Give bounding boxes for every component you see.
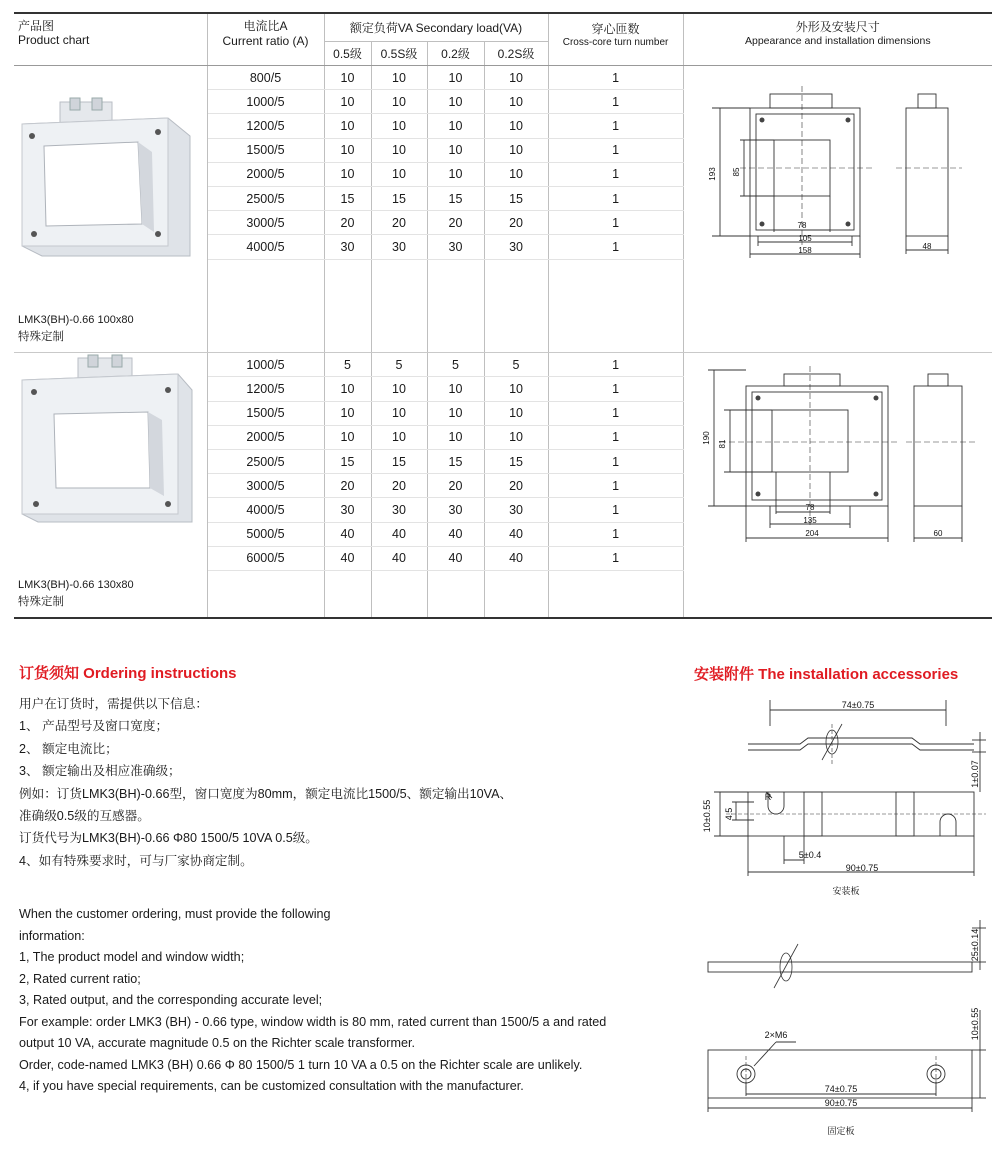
dim-a: 78 xyxy=(797,221,807,230)
ratio-cell: 1500/5 xyxy=(207,138,324,162)
load-cell: 10 xyxy=(484,138,548,162)
load-cell: 10 xyxy=(427,401,484,425)
load-cell: 10 xyxy=(371,138,427,162)
grade-header: 0.5S级 xyxy=(371,42,427,66)
load-cell: 5 xyxy=(324,353,371,377)
ct-product-image-1 xyxy=(18,96,198,264)
ratio-cell: 2000/5 xyxy=(207,162,324,186)
plate1-thickness: 1±0.07 xyxy=(970,760,980,788)
ratio-cell: 3000/5 xyxy=(207,474,324,498)
load-cell: 5 xyxy=(371,353,427,377)
empty-cell xyxy=(427,259,484,283)
empty-cell xyxy=(207,570,324,594)
ordering-line: Order, code-named LMK3 (BH) 0.66 Φ 80 1500/5 1 turn 10 VA a 0.5 on the Richter scale are unlikely. xyxy=(19,1057,583,1072)
grade-header: 0.2级 xyxy=(427,42,484,66)
header-dims-cn: 外形及安装尺寸 xyxy=(795,20,880,34)
turns-cell: 1 xyxy=(548,114,683,138)
load-cell: 30 xyxy=(427,498,484,522)
ratio-cell: 1500/5 xyxy=(207,401,324,425)
empty-cell xyxy=(548,594,683,618)
empty-cell xyxy=(371,283,427,306)
turns-cell: 1 xyxy=(548,546,683,570)
ordering-line: 订货代号为LMK3(BH)-0.66 Φ80 1500/5 10VA 0.5级。 xyxy=(19,831,318,846)
plate1-slot: 4.5 xyxy=(724,807,734,821)
header-turns-cn: 穿心匝数 xyxy=(591,22,640,36)
turns-cell: 1 xyxy=(548,401,683,425)
ordering-line: 1、 产品型号及窗口宽度； xyxy=(19,719,169,734)
ratio-cell: 2500/5 xyxy=(207,450,324,474)
table-header-row xyxy=(14,13,992,42)
turns-cell: 1 xyxy=(548,522,683,546)
dim-b: 135 xyxy=(803,516,817,525)
load-cell: 10 xyxy=(427,90,484,114)
empty-cell xyxy=(207,259,324,283)
ordering-line: 3, Rated output, and the corresponding accurate level; xyxy=(19,993,323,1007)
load-cell: 30 xyxy=(484,235,548,259)
plate2-height: 25±0.14 xyxy=(970,928,980,962)
header-product-en: Product chart xyxy=(18,33,90,47)
ratio-cell: 2000/5 xyxy=(207,425,324,449)
empty-cell xyxy=(371,306,427,329)
empty-cell xyxy=(324,259,371,283)
turns-cell: 1 xyxy=(548,474,683,498)
empty-cell xyxy=(427,594,484,618)
ratio-cell: 1200/5 xyxy=(207,377,324,401)
empty-cell xyxy=(324,329,371,353)
empty-cell xyxy=(207,306,324,329)
load-cell: 30 xyxy=(371,235,427,259)
load-cell: 10 xyxy=(484,90,548,114)
ratio-cell: 4000/5 xyxy=(207,498,324,522)
ratio-cell: 4000/5 xyxy=(207,235,324,259)
ordering-cn xyxy=(19,693,679,872)
product-custom: 特殊定制 xyxy=(18,596,64,609)
load-cell: 40 xyxy=(324,546,371,570)
load-cell: 10 xyxy=(427,162,484,186)
load-cell: 10 xyxy=(427,425,484,449)
turns-cell: 1 xyxy=(548,377,683,401)
header-load: 额定负荷VA Secondary load(VA) xyxy=(324,13,548,42)
load-cell: 30 xyxy=(484,498,548,522)
empty-cell xyxy=(427,329,484,353)
ratio-cell: 3000/5 xyxy=(207,211,324,235)
header-ratio-en: Current ratio (A) xyxy=(222,34,309,48)
grade-header: 0.2S级 xyxy=(484,42,548,66)
turns-cell: 1 xyxy=(548,66,683,90)
load-cell: 10 xyxy=(371,162,427,186)
ratio-cell: 5000/5 xyxy=(207,522,324,546)
load-cell: 15 xyxy=(324,186,371,210)
ct-product-image-2 xyxy=(18,354,198,530)
load-cell: 10 xyxy=(371,377,427,401)
product-model: LMK3(BH)-0.66 100x80 xyxy=(18,314,134,327)
load-cell: 10 xyxy=(324,114,371,138)
empty-cell xyxy=(548,570,683,594)
ordering-line: 3、 额定输出及相应准确级； xyxy=(19,764,181,779)
turns-cell: 1 xyxy=(548,90,683,114)
empty-cell xyxy=(324,570,371,594)
dim-window: 81 xyxy=(718,439,727,449)
load-cell: 10 xyxy=(484,162,548,186)
header-turns-en: Cross-core turn number xyxy=(562,37,669,48)
plate2-total: 90±0.75 xyxy=(824,1098,858,1108)
load-cell: 30 xyxy=(324,235,371,259)
plate1-height: 10±0.55 xyxy=(702,799,712,833)
empty-cell xyxy=(548,259,683,283)
accessory-drawing-mounting-plate xyxy=(696,696,996,900)
ratio-cell: 2500/5 xyxy=(207,186,324,210)
empty-cell xyxy=(207,329,324,353)
load-cell: 20 xyxy=(484,474,548,498)
dim-height: 193 xyxy=(708,167,717,181)
ordering-line: 2, Rated current ratio; xyxy=(19,971,141,986)
plate1-offset: 5±0.4 xyxy=(798,850,822,860)
load-cell: 10 xyxy=(324,425,371,449)
dim-window: 85 xyxy=(732,167,741,177)
ordering-title: 订货须知 Ordering instructions xyxy=(19,665,237,682)
plate1-radius: R xyxy=(764,792,772,802)
dim-c: 158 xyxy=(798,246,812,255)
plate2-name: 固定板 xyxy=(827,1126,855,1136)
empty-cell xyxy=(484,306,548,329)
load-cell: 15 xyxy=(427,186,484,210)
dim-c: 204 xyxy=(805,529,819,538)
ratio-cell: 1000/5 xyxy=(207,90,324,114)
load-cell: 10 xyxy=(371,114,427,138)
empty-cell xyxy=(484,259,548,283)
load-cell: 20 xyxy=(427,474,484,498)
empty-cell xyxy=(484,329,548,353)
ordering-line: 4, if you have special requirements, can be customized consultation with the manufacturer. xyxy=(19,1079,524,1093)
header-ratio-cn: 电流比A xyxy=(243,19,288,33)
ordering-line: For example: order LMK3 (BH) - 0.66 type, window width is 80 mm, rated current than 1500/5 a and rated xyxy=(19,1014,607,1029)
plate2-h: 10±0.55 xyxy=(970,1007,980,1041)
empty-cell xyxy=(548,283,683,306)
turns-cell: 1 xyxy=(548,235,683,259)
load-cell: 10 xyxy=(484,66,548,90)
dim-b: 105 xyxy=(798,234,812,243)
load-cell: 40 xyxy=(427,546,484,570)
ratio-cell: 1000/5 xyxy=(207,353,324,377)
load-cell: 10 xyxy=(484,114,548,138)
ordering-line: When the customer ordering, must provide the following xyxy=(19,907,331,921)
load-cell: 10 xyxy=(324,66,371,90)
load-cell: 10 xyxy=(371,425,427,449)
load-cell: 40 xyxy=(324,522,371,546)
accessories-title: 安装附件 The installation accessories xyxy=(694,666,959,683)
empty-cell xyxy=(324,306,371,329)
empty-cell xyxy=(484,594,548,618)
load-cell: 30 xyxy=(324,498,371,522)
load-cell: 5 xyxy=(427,353,484,377)
load-cell: 40 xyxy=(427,522,484,546)
load-cell: 30 xyxy=(427,235,484,259)
load-cell: 10 xyxy=(371,401,427,425)
load-cell: 10 xyxy=(427,138,484,162)
turns-cell: 1 xyxy=(548,425,683,449)
load-cell: 15 xyxy=(371,186,427,210)
load-cell: 20 xyxy=(371,211,427,235)
grade-header: 0.5级 xyxy=(324,42,371,66)
turns-cell: 1 xyxy=(548,162,683,186)
empty-cell xyxy=(548,329,683,353)
load-cell: 20 xyxy=(324,474,371,498)
empty-cell xyxy=(324,594,371,618)
plate1-name: 安装板 xyxy=(832,886,860,896)
load-cell: 10 xyxy=(324,162,371,186)
load-cell: 20 xyxy=(484,211,548,235)
load-cell: 10 xyxy=(427,66,484,90)
load-cell: 20 xyxy=(371,474,427,498)
empty-cell xyxy=(484,283,548,306)
ordering-line: 例如：订货LMK3(BH)-0.66型，窗口宽度为80mm，额定电流比1500/5、额定输出10VA、 xyxy=(19,786,513,801)
ordering-line: 准确级0.5级的互感器。 xyxy=(19,809,150,824)
load-cell: 10 xyxy=(427,377,484,401)
ratio-cell: 800/5 xyxy=(207,66,324,90)
dimension-drawing-1 xyxy=(700,86,990,264)
dim-height: 190 xyxy=(702,431,711,445)
turns-cell: 1 xyxy=(548,186,683,210)
empty-cell xyxy=(371,259,427,283)
load-cell: 10 xyxy=(324,90,371,114)
load-cell: 10 xyxy=(427,114,484,138)
empty-cell xyxy=(548,306,683,329)
dim-depth: 60 xyxy=(933,529,943,538)
load-cell: 10 xyxy=(324,138,371,162)
empty-cell xyxy=(207,283,324,306)
load-cell: 20 xyxy=(324,211,371,235)
ordering-line: output 10 VA, accurate magnitude 0.5 on the Richter scale transformer. xyxy=(19,1036,415,1050)
load-cell: 10 xyxy=(371,66,427,90)
header-product-cn: 产品图 xyxy=(18,19,55,33)
product-model: LMK3(BH)-0.66 130x80 xyxy=(18,579,134,592)
load-cell: 10 xyxy=(484,425,548,449)
load-cell: 15 xyxy=(371,450,427,474)
load-cell: 15 xyxy=(427,450,484,474)
empty-cell xyxy=(484,570,548,594)
empty-cell xyxy=(371,329,427,353)
dim-depth: 48 xyxy=(922,242,932,251)
turns-cell: 1 xyxy=(548,450,683,474)
empty-cell xyxy=(207,594,324,618)
empty-cell xyxy=(371,594,427,618)
ordering-en xyxy=(19,904,699,1098)
load-cell: 20 xyxy=(427,211,484,235)
ratio-cell: 6000/5 xyxy=(207,546,324,570)
ordering-line: 2、 额定电流比； xyxy=(19,741,118,756)
ordering-line: 1, The product model and window width; xyxy=(19,950,245,964)
turns-cell: 1 xyxy=(548,353,683,377)
load-cell: 15 xyxy=(484,186,548,210)
turns-cell: 1 xyxy=(548,138,683,162)
plate2-length: 74±0.75 xyxy=(824,1084,858,1094)
accessory-drawing-fixing-plate xyxy=(696,910,996,1138)
load-cell: 30 xyxy=(371,498,427,522)
empty-cell xyxy=(427,283,484,306)
ordering-line: information: xyxy=(19,928,85,943)
product-custom: 特殊定制 xyxy=(18,331,64,344)
load-cell: 10 xyxy=(371,90,427,114)
load-cell: 40 xyxy=(484,546,548,570)
ratio-cell: 1200/5 xyxy=(207,114,324,138)
header-dims-en: Appearance and installation dimensions xyxy=(744,35,931,47)
ordering-line: 4、如有特殊要求时，可与厂家协商定制。 xyxy=(19,853,253,868)
load-cell: 5 xyxy=(484,353,548,377)
plate1-total: 90±0.75 xyxy=(845,863,879,873)
empty-cell xyxy=(427,306,484,329)
turns-cell: 1 xyxy=(548,211,683,235)
load-cell: 40 xyxy=(371,522,427,546)
empty-cell xyxy=(324,283,371,306)
load-cell: 40 xyxy=(484,522,548,546)
dim-a: 78 xyxy=(805,503,815,512)
empty-cell xyxy=(427,570,484,594)
ordering-line: 用户在订货时，需提供以下信息： xyxy=(19,697,208,711)
load-cell: 10 xyxy=(324,401,371,425)
plate2-holes: 2×M6 xyxy=(764,1030,788,1040)
load-cell: 10 xyxy=(324,377,371,401)
plate1-length: 74±0.75 xyxy=(841,700,875,710)
turns-cell: 1 xyxy=(548,498,683,522)
dimension-drawing-2 xyxy=(700,366,990,544)
load-cell: 15 xyxy=(324,450,371,474)
empty-cell xyxy=(371,570,427,594)
load-cell: 10 xyxy=(484,401,548,425)
load-cell: 10 xyxy=(484,377,548,401)
load-cell: 40 xyxy=(371,546,427,570)
load-cell: 15 xyxy=(484,450,548,474)
